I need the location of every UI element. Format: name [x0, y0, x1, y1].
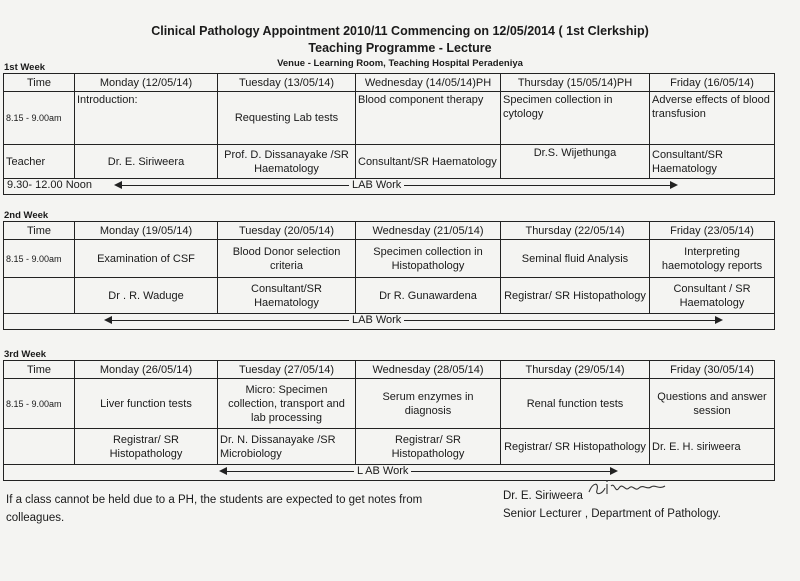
week-3-teacher-row: [4, 429, 775, 465]
day-header: Wednesday (21/05/14): [356, 222, 501, 240]
topic-cell: Specimen collection in Histopathology: [356, 240, 501, 278]
day-header: Tuesday (27/05/14): [218, 361, 356, 379]
signatory-designation: Senior Lecturer , Department of Pathology.: [503, 508, 721, 520]
slot-time: 8.15 - 9.00am: [4, 379, 75, 429]
topic-cell: Interpreting haemotology reports: [650, 240, 775, 278]
teacher-cell: Registrar/ SR Histopathology: [501, 278, 650, 314]
teacher-label: Teacher: [4, 145, 75, 179]
week-2-label: 2nd Week: [4, 210, 49, 221]
week-2-topic-row: [4, 240, 775, 278]
teacher-cell: Dr R. Gunawardena: [356, 278, 501, 314]
day-header: Friday (23/05/14): [650, 222, 775, 240]
lab-work-cell: [4, 314, 775, 330]
day-header: Thursday (22/05/14): [501, 222, 650, 240]
topic-cell: Requesting Lab tests: [218, 92, 356, 145]
arrow-line: [112, 320, 717, 321]
teacher-cell: Dr.S. Wijethunga: [501, 145, 650, 179]
arrow-right-icon: [670, 181, 678, 189]
week-1-header-row: [4, 74, 775, 92]
teacher-cell: Prof. D. Dissanayake /SR Haematology: [218, 145, 356, 179]
topic-cell: Renal function tests: [501, 379, 650, 429]
teacher-label: [4, 278, 75, 314]
time-header: Time: [4, 361, 75, 379]
day-header: Monday (12/05/14): [75, 74, 218, 92]
day-header: Monday (26/05/14): [75, 361, 218, 379]
topic-cell: Liver function tests: [75, 379, 218, 429]
teacher-cell: Consultant/SR Haematology: [218, 278, 356, 314]
week-3-header-row: [4, 361, 775, 379]
slot-time: 8.15 - 9.00am: [4, 240, 75, 278]
topic-cell: Serum enzymes in diagnosis: [356, 379, 501, 429]
slot-time: 8.15 - 9.00am: [4, 92, 75, 145]
week-3-label: 3rd Week: [4, 349, 47, 360]
arrow-left-icon: [104, 316, 112, 324]
document-subtitle: Teaching Programme - Lecture: [308, 41, 492, 55]
teacher-cell: Dr . R. Waduge: [75, 278, 218, 314]
teacher-cell: Consultant / SR Haematology: [650, 278, 775, 314]
teacher-cell: Dr. N. Dissanayake /SR Microbiology: [218, 429, 356, 465]
arrow-line: [227, 471, 612, 472]
teacher-cell: Dr. E. H. siriweera: [650, 429, 775, 465]
teacher-label: [4, 429, 75, 465]
day-header: Thursday (29/05/14): [501, 361, 650, 379]
teacher-cell: Registrar/ SR Histopathology: [75, 429, 218, 465]
week-1-topic-row: [4, 92, 775, 145]
arrow-right-icon: [610, 467, 618, 475]
week-2-header-row: [4, 222, 775, 240]
topic-cell: Micro: Specimen collection, transport and lab processing: [218, 379, 356, 429]
week-1-table: [3, 73, 775, 195]
topic-cell: Adverse effects of blood transfusion: [650, 92, 775, 145]
week-1-label: 1st Week: [4, 62, 46, 73]
topic-cell: Blood Donor selection criteria: [218, 240, 356, 278]
arrow-left-icon: [114, 181, 122, 189]
venue-line: Venue - Learning Room, Teaching Hospital Peradeniya: [277, 58, 523, 69]
week-2-table: [3, 221, 775, 330]
topic-cell: Examination of CSF: [75, 240, 218, 278]
time-header: Time: [4, 222, 75, 240]
arrow-right-icon: [715, 316, 723, 324]
teacher-cell: Registrar/ SR Histopathology: [501, 429, 650, 465]
teacher-cell: Consultant/SR Haematology: [650, 145, 775, 179]
topic-cell: Specimen collection in cytology: [501, 92, 650, 145]
time-header: Time: [4, 74, 75, 92]
document-title: Clinical Pathology Appointment 2010/11 Commencing on 12/05/2014 ( 1st Clerkship): [151, 24, 649, 38]
signatory-name: Dr. E. Siriweera: [503, 490, 583, 502]
teacher-cell: Dr. E. Siriweera: [75, 145, 218, 179]
topic-cell: Blood component therapy: [356, 92, 501, 145]
teacher-cell: Consultant/SR Haematology: [356, 145, 501, 179]
day-header: Wednesday (14/05/14)PH: [356, 74, 501, 92]
topic-cell: Questions and answer session: [650, 379, 775, 429]
day-header: Monday (19/05/14): [75, 222, 218, 240]
lab-work-label: LAB Work: [349, 314, 404, 327]
handwritten-signature-icon: [585, 478, 675, 502]
week-2-teacher-row: [4, 278, 775, 314]
lab-time: 9.30- 12.00 Noon: [7, 179, 93, 191]
day-header: Wednesday (28/05/14): [356, 361, 501, 379]
week-1-lab-row: [4, 179, 775, 195]
teacher-cell: Registrar/ SR Histopathology: [356, 429, 501, 465]
week-1-teacher-row: [4, 145, 775, 179]
footer-note: If a class cannot be held due to a PH, the students are expected to get notes from colleagues.: [6, 494, 423, 524]
week-3-table: [3, 360, 775, 481]
day-header: Tuesday (13/05/14): [218, 74, 356, 92]
day-header: Tuesday (20/05/14): [218, 222, 356, 240]
week-2-lab-row: [4, 314, 775, 330]
lab-work-cell: [4, 179, 775, 195]
day-header: Friday (16/05/14): [650, 74, 775, 92]
day-header: Thursday (15/05/14)PH: [501, 74, 650, 92]
lab-work-label: LAB Work: [349, 179, 404, 192]
week-3-topic-row: [4, 379, 775, 429]
arrow-left-icon: [219, 467, 227, 475]
lab-work-label: L AB Work: [354, 465, 411, 478]
day-header: Friday (30/05/14): [650, 361, 775, 379]
topic-cell: Introduction:: [75, 92, 218, 145]
topic-cell: Seminal fluid Analysis: [501, 240, 650, 278]
